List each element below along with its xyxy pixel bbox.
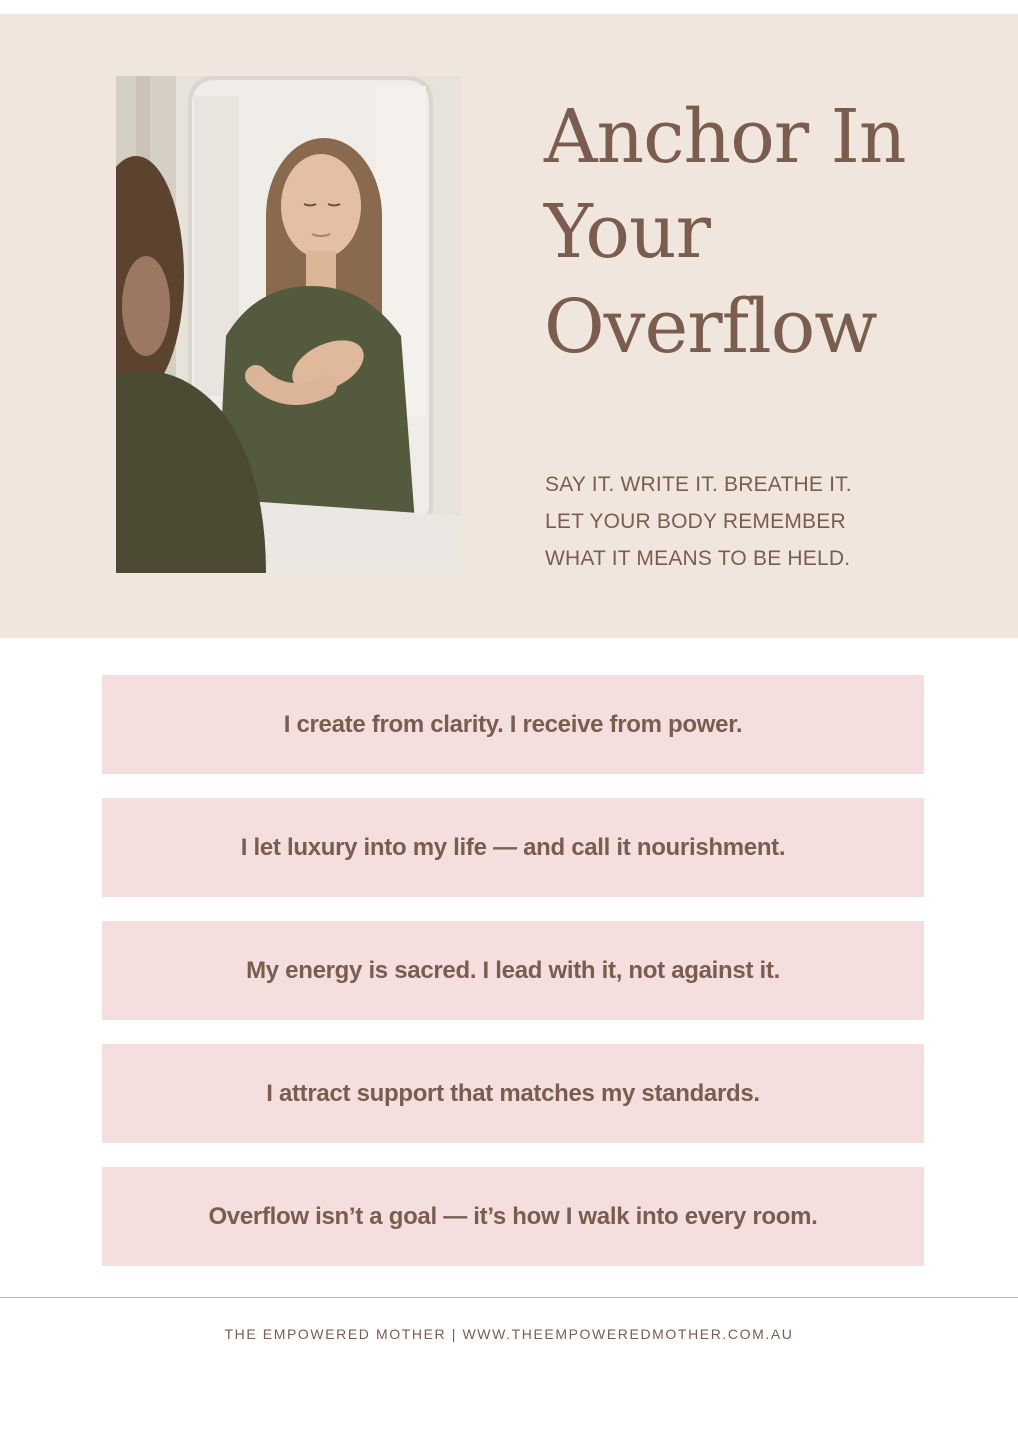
hero-section [0,14,1018,638]
mirror-photo [116,76,461,573]
subtitle-line: LET YOUR BODY REMEMBER [545,510,846,533]
affirmation-card: I attract support that matches my standards. [102,1044,924,1143]
affirmation-card: I let luxury into my life — and call it nourishment. [102,798,924,897]
title-line: Anchor In [544,94,906,180]
affirmation-list [102,675,924,1290]
affirmation-card: My energy is sacred. I lead with it, not against it. [102,921,924,1020]
affirmation-card: I create from clarity. I receive from power. [102,675,924,774]
affirmation-card: Overflow isn’t a goal — it’s how I walk into every room. [102,1167,924,1266]
subtitle-line: WHAT IT MEANS TO BE HELD. [545,547,851,570]
subtitle-line: SAY IT. WRITE IT. BREATHE IT. [545,473,852,496]
subtitle [545,466,965,577]
title-line: Overflow [544,284,877,370]
title-line: Your [544,189,711,275]
page-title [544,90,984,375]
footer-divider [0,1297,1018,1298]
footer-text: THE EMPOWERED MOTHER | WWW.THEEMPOWEREDMOTHER.COM.AU [224,1326,794,1342]
